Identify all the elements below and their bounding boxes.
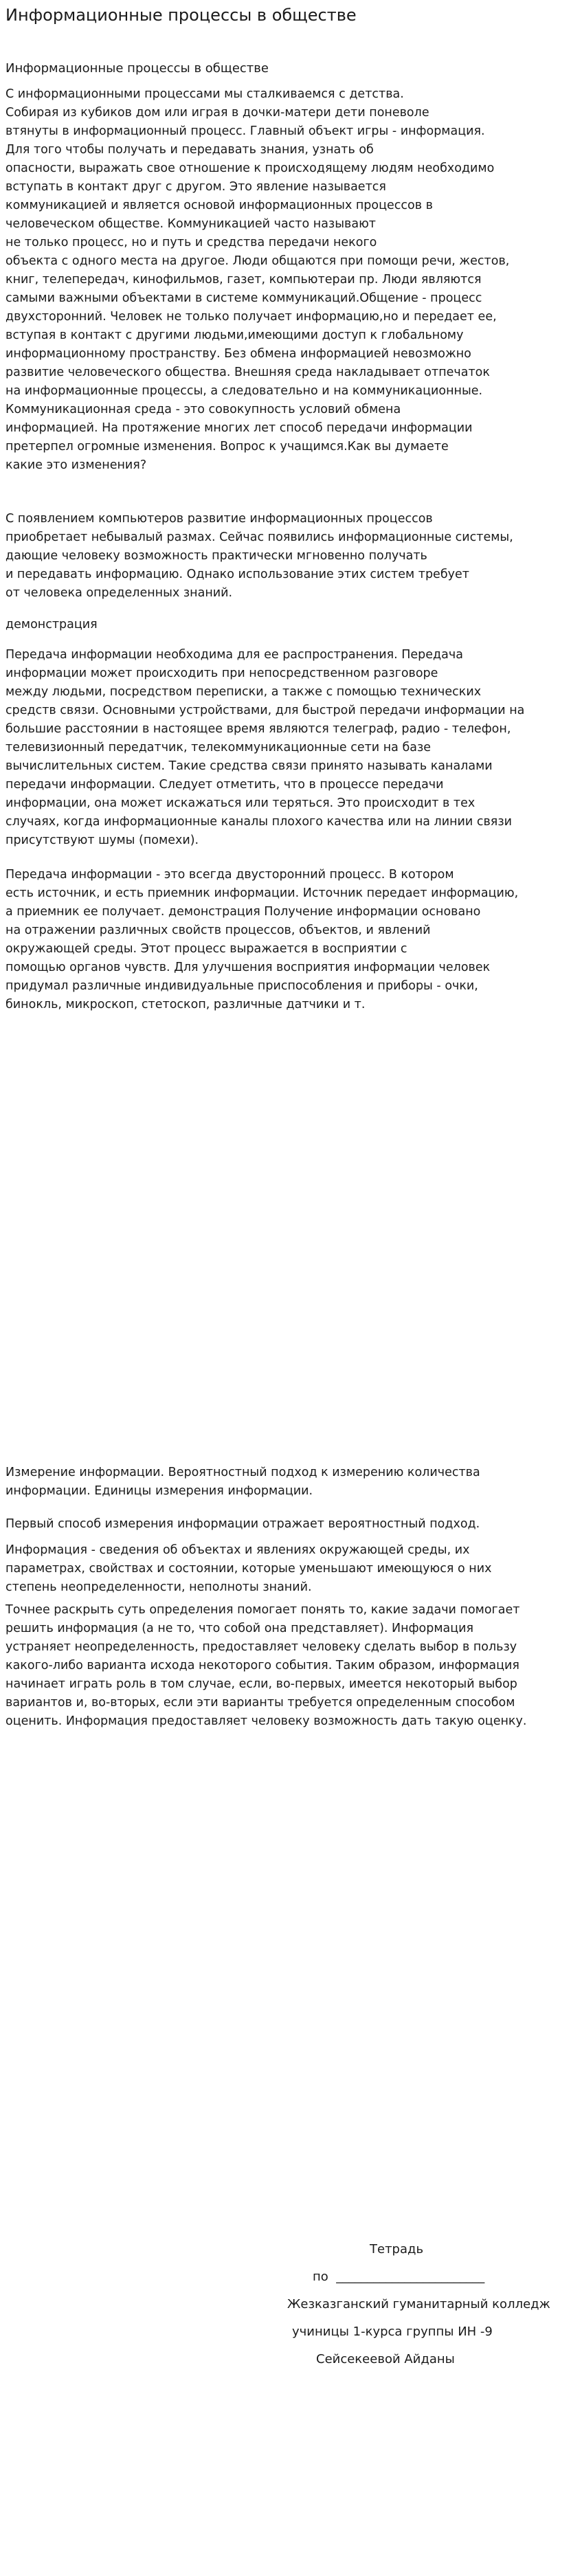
paragraph-communication: С информационными процессами мы сталкиваемся с детства. Собирая из кубиков дом или играя в дочки-матери дети поневоле втянуты в информационный процесс. Главный объект игры - информация. Для того чтобы получать и передавать знания, узнать об опасности, выражать свое отношение к происходящему людям необходимо вступать в контакт друг с другом. Это явление называется коммуникацией и является основой информационных процессов в человеческом обществе. Коммуникацией часто называют не только процесс, но и путь и средства передачи некого объекта с одного места на другое. Люди общаются при помощи речи, жестов, книг, телепередач, кинофильмов, газет, компьютерaи пр. Люди являются самыми важными объектами в системе коммуникаций.Общение - процесс двухсторонний. Человек не только получает информацию,но и передает ее, вступая в контакт с другими людьми,имеющими доступ к глобальному информационному пространству. Без обмена информацией невозможно развитие человеческого общества. Внешняя среда накладывает отпечаток на информационные процессы, а следовательно и на коммуникационные. Коммуникационная среда - это совокупность условий обмена информацией. На протяжение многих лет способ передачи информации претерпел огромные изменения. Вопрос к учащимся.Как вы думаете какие это изменения? [5,87,510,472]
paragraph-two-way-process: Передача информации - это всегда двусторонний процесс. В котором есть источник, и есть приемник информации. Источник передает информацию, а приемник ее получает. демонстрация Получение информации основано на отражении различных свойств процессов, объектов, и явлений окружающей среды. Этот процесс выражается в восприятии с помощью органов чувств. Для улучшения восприятия информации человек придумал различные индивидуальные приспособления и приборы - очки, бинокль, микроскоп, стетоскоп, различные датчики и т. [5,868,519,1011]
signature-group: учиницы 1-курса группы ИН -9 [292,2325,493,2339]
section-heading: Информационные процессы в обществе [5,61,269,76]
signature-college: Жезказганский гуманитарный колледж [287,2297,550,2311]
paragraph-probability-approach: Первый способ измерения информации отражает вероятностный подход. [5,1517,480,1531]
document-title: Информационные процессы в обществе [5,5,357,25]
paragraph-transmission: Передача информации необходима для ее распространения. Передача информации может происходить при непосредственном разговоре между людьми, посредством переписки, а также с помощью технических средств связи. Основными устройствами, для быстрой передачи информации на большие расстоянии в настоящее время являются телеграф, радио - телефон, телевизионный передатчик, телекоммуникационные сети на базе вычислительных систем. Такие средства связи принято называть каналами передачи информации. Следует отметить, что в процессе передачи информации, она может искажаться или теряться. Это происходит в тех случаях, когда информационные каналы плохого качества или на линии связи присутствуют шумы (помехи). [5,648,525,847]
signature-notebook: Тетрадь [370,2242,424,2256]
paragraph-computers: С появлением компьютеров развитие информационных процессов приобретает небывалый размах. Сейчас появились информационные системы, дающие человеку возможность практически мгновенно получать и передавать информацию. Однако использование этих систем требует от человека определенных знаний. [5,512,513,600]
paragraph-information-role: Точнее раскрыть суть определения помогает понять то, какие задачи помогает решить информация (а не то, что собой она представляет). Информация устраняет неопределенность, предоставляет человеку сделать выбор в пользу какого-либо варианта исхода некоторого события. Таким образом, информация начинает играть роль в том случае, если, во-первых, имеется некоторый выбор вариантов и, во-вторых, если эти варианты требуется определенным способом оценить. Информация предоставляет человеку возможность дать такую оценку. [5,1603,527,1728]
paragraph-information-definition: Информация - сведения об объектах и явлениях окружающей среды, их параметрах, свойствах и состоянии, которые уменьшают имеющуюся о них степень неопределенности, неполноты знаний. [5,1543,492,1594]
signature-student-name: Сейсекеевой Айданы [316,2352,455,2366]
paragraph-measurement-heading: Измерение информации. Вероятностный подход к измерению количества информации. Единицы измерения информации. [5,1466,480,1498]
signature-subject-line: по ________________________ [313,2270,485,2284]
demo-label: демонстрация [5,618,98,631]
